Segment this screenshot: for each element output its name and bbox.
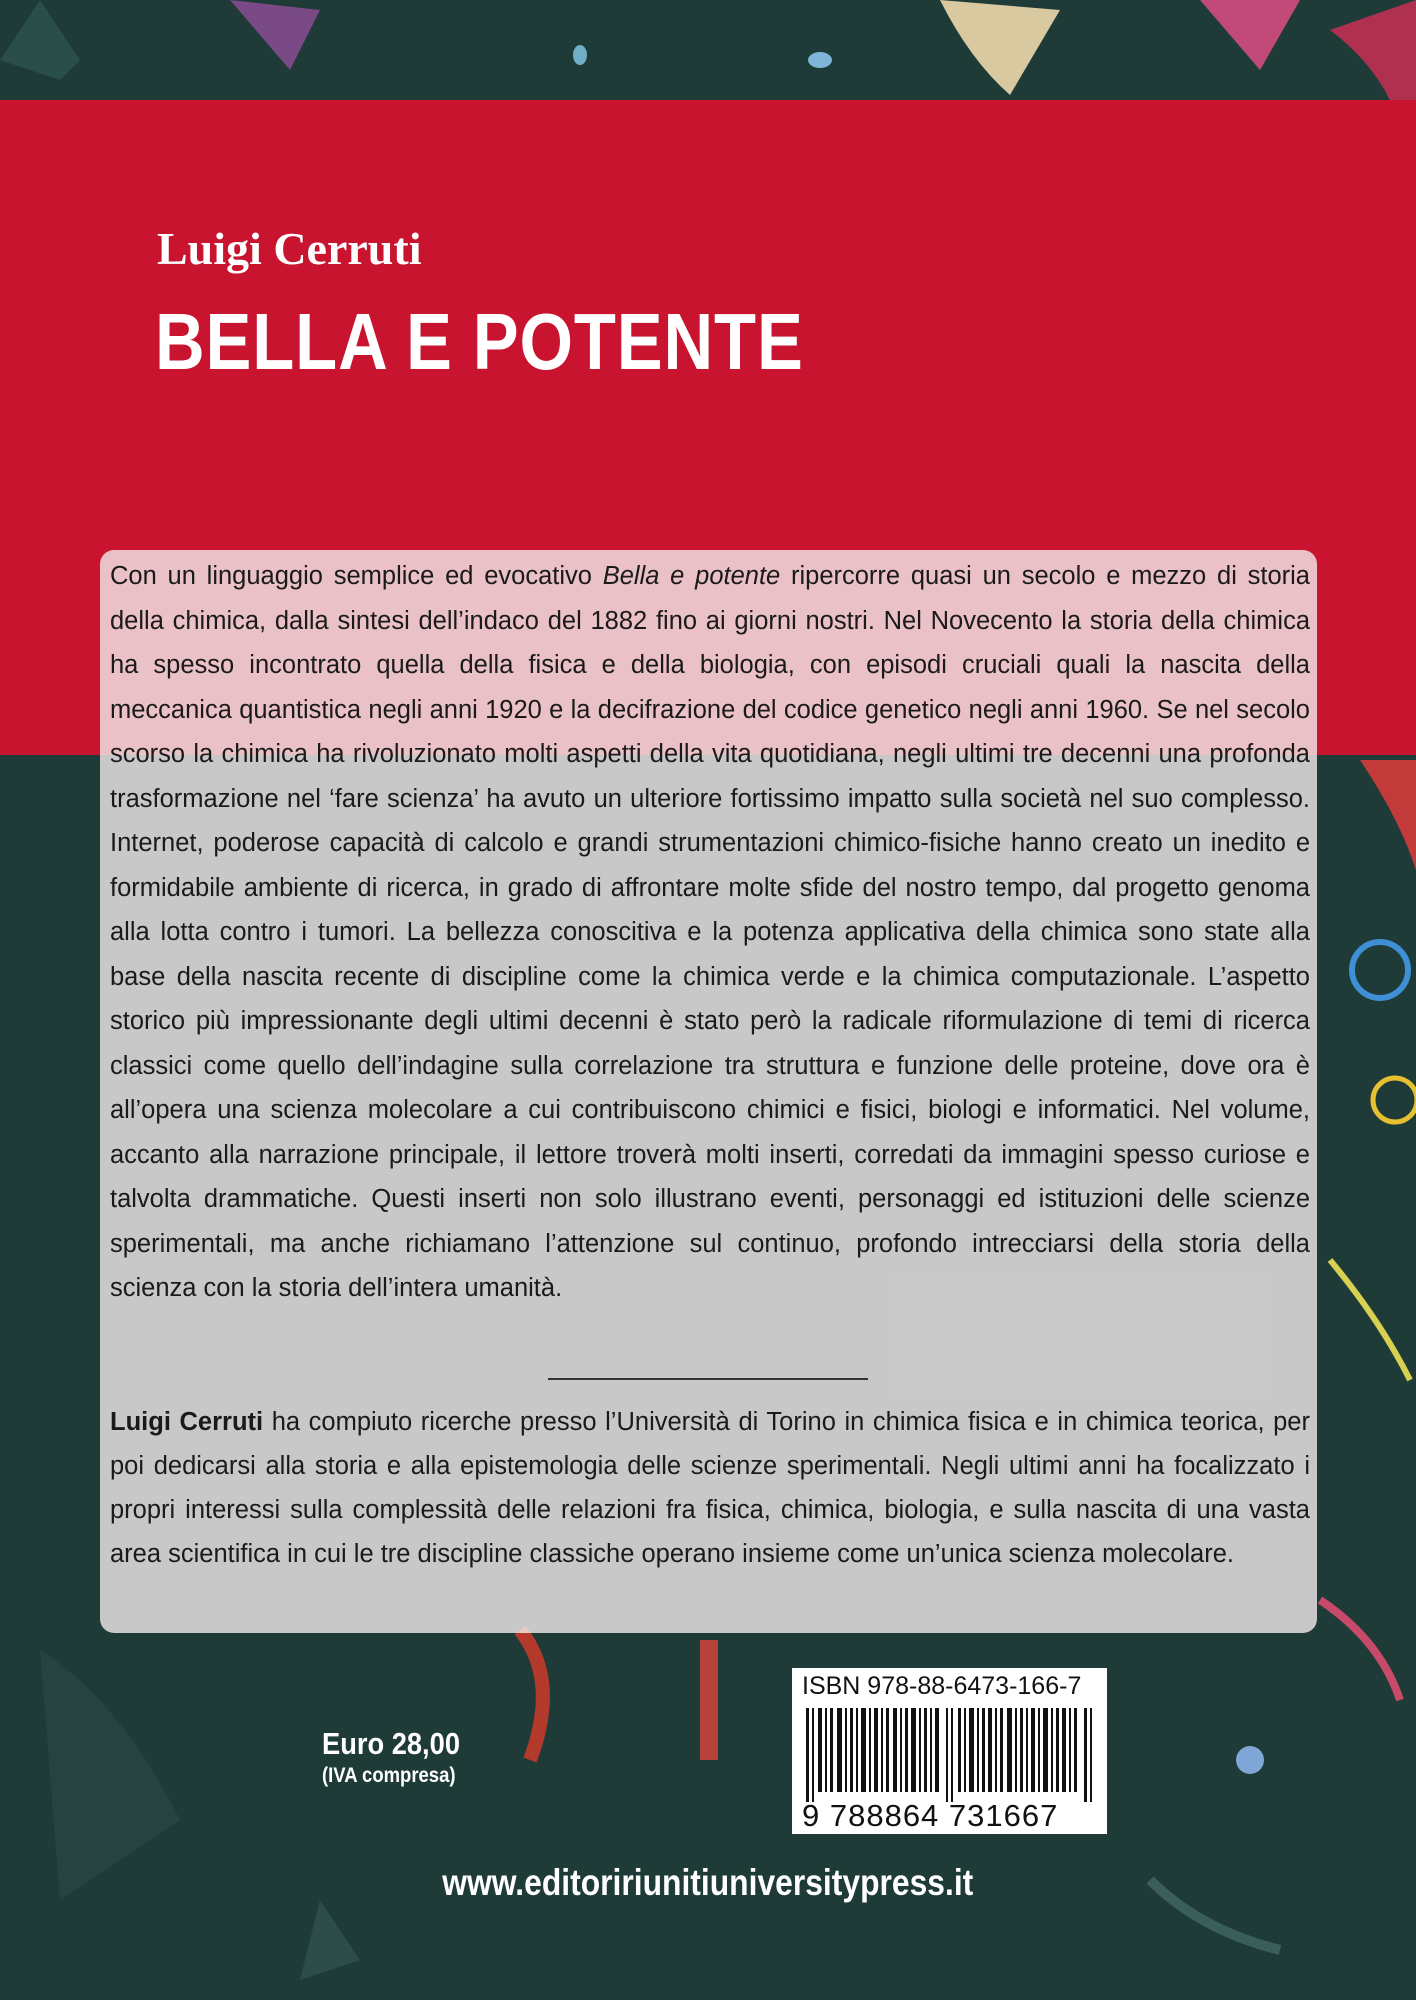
blurb-paragraph	[110, 554, 1310, 1311]
section-divider	[548, 1378, 868, 1380]
isbn-digits: 9 788864 731667	[802, 1798, 1059, 1833]
author-name: Luigi Cerruti	[157, 223, 422, 274]
isbn-barcode-box	[792, 1668, 1107, 1834]
author-bio	[110, 1400, 1310, 1576]
price-vat-note: (IVA compresa)	[322, 1764, 456, 1787]
website-text: www.editoririunitiuniversitypress.it	[442, 1862, 974, 1903]
price-amount: Euro 28,00	[322, 1726, 460, 1761]
price-block	[322, 1726, 479, 1788]
book-title: BELLA E POTENTE	[155, 297, 804, 386]
isbn-label: ISBN 978-88-6473-166-7	[802, 1672, 1082, 1700]
blurb-body: ripercorre quasi un secolo e mezzo di storia della chimica, dalla sintesi dell’indaco del 1882 fino ai giorni nostri. Nel Novecento la storia della chimica ha spesso incontrato quella della fisica e della biologia, con episodi cruciali quali la nascita della meccanica quantistica negli anni 1920 e la decifrazione del codice genetico negli anni 1960. Se nel secolo scorso la chimica ha rivoluzionato molti aspetti della vita quotidiana, negli ultimi tre decenni una profonda trasformazione nel ‘fare scienza’ ha avuto un ulteriore fortissimo impatto sulla società nel suo complesso. Internet, poderose capacità di calcolo e grandi strumentazioni chimico-fisiche hanno creato un inedito e formidabile ambiente di ricerca, in grado di affrontare molte sfide del nostro tempo, dal progetto genoma alla lotta contro i tumori. La bellezza conoscitiva e la potenza applicativa della chimica sono state alla base della nascita recente di discipline come la chimica verde e la chimica computazionale. L’aspetto storico più impressionante degli ultimi decenni è stato però la radicale riformulazione di temi di ricerca classici come quello dell’indagine sulla correlazione tra struttura e funzione delle proteine, dove ora è all’opera una scienza molecolare a cui contribuiscono chimici e fisici, biologi e informatici. Nel volume, accanto alla narrazione principale, il lettore troverà molti inserti, corredati da immagini spesso curiose e talvolta drammatiche. Questi inserti non solo illustrano eventi, personaggi ed istituzioni delle scienze sperimentali, ma anche richiamano l’attenzione sul continuo, profondo intrecciarsi della storia della scienza con la storia dell’intera umanità.	[110, 562, 1310, 1302]
bio-text: ha compiuto ricerche presso l’Università di Torino in chimica fisica e in chimica teorica, per poi dedicarsi alla storia e alla epistemologia delle scienze sperimentali. Negli ultimi anni ha focalizzato i propri interessi sulla complessità delle relazioni fra fisica, chimica, biologia, e sulla nascita di una vasta area scientifica in cui le tre discipline classiche operano insieme come un’unica scienza molecolare.	[110, 1408, 1310, 1568]
barcode-icon	[806, 1708, 1096, 1802]
blurb-lead: Con un linguaggio semplice ed evocativo	[110, 562, 603, 590]
bio-name: Luigi Cerruti	[110, 1408, 264, 1436]
publisher-website[interactable]	[0, 1862, 1416, 1904]
blurb-book-title: Bella e potente	[602, 562, 781, 590]
